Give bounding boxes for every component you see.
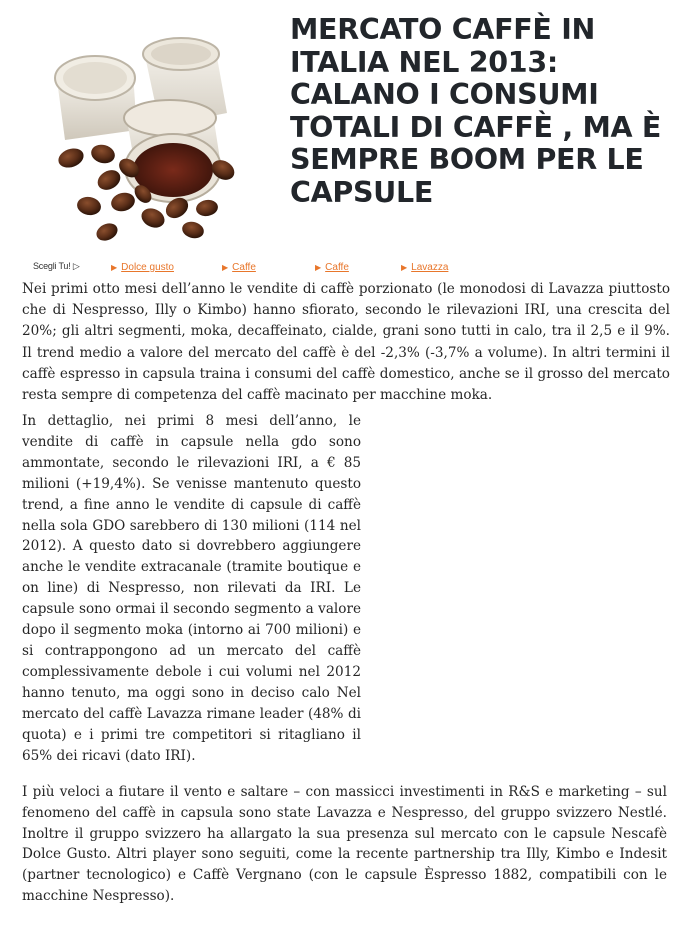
tag-label: Lavazza [411, 262, 449, 273]
tag-link-lavazza[interactable] [401, 262, 448, 273]
tag-label: Caffe [232, 262, 256, 273]
coffee-capsules-photo [45, 18, 280, 248]
article-paragraph-1: Nei primi otto mesi dell’anno le vendite di caffè porzionato (le monodosi di Lavazza piuttosto che di Nespresso, Illy o Kimbo) hanno sfiorato, secondo le rilevazioni IRI, una crescita del 20%; gli altri segmenti, moka, decaffeinato, cialde, grani sono tutti in calo, tra il 2,5 e il 9%. Il trend medio a valore del mercato del caffè è del -2,3% (-3,7% a volume). In altri termini il caffè espresso in capsula traina i consumi del caffè domestico, anche se il grosso del mercato resta sempre di competenza del caffè macinato per macchine moka. [22, 281, 670, 404]
play-triangle-icon: ▶ [315, 263, 322, 272]
tag-label: Dolce gusto [121, 262, 174, 273]
capsule-left [55, 56, 137, 140]
article-paragraph-2: In dettaglio, nei primi 8 mesi dell’anno, le vendite di caffè in capsule nella gdo sono ammontate, secondo le rilevazioni IRI, a € 85 milioni (+19,4%). Se venisse mantenuto questo trend, a fine anno le vendite di capsule di caffè nella sola GDO sarebbero di 130 milioni (114 nel 2012). A questo dato si dovrebbero aggiungere anche le vendite extracanale (tramite boutique e on line) di Nespresso, non rilevati da IRI. Le capsule sono ormai il secondo segmento a valore dopo il segmento moka (intorno ai 700 milioni) e si contrappongono ad un mercato del caffè complessivamente debole i cui volumi nel 2012 hanno tenuto, ma oggi sono in deciso calo Nel mercato del caffè Lavazza rimane leader (48% di quota) e i primi tre competitori si ritagliano il 65% dei ricavi (dato IRI). [22, 413, 361, 764]
tag-bar [33, 259, 683, 277]
play-triangle-icon: ▶ [401, 263, 408, 272]
tag-link-caffe-1[interactable] [222, 262, 256, 273]
tag-label: Caffe [325, 262, 349, 273]
article-headline: MERCATO CAFFÈ IN ITALIA NEL 2013: CALANO I CONSUMI TOTALI DI CAFFÈ , MA È SEMPRE BOOM PER LE CAPSULE [290, 13, 662, 209]
tag-link-caffe-2[interactable] [315, 262, 349, 273]
tag-bar-label: Scegli Tu! ▷ [33, 261, 80, 271]
article-header [0, 0, 700, 250]
play-triangle-icon: ▶ [222, 263, 229, 272]
article-paragraph-3: I più veloci a fiutare il vento e saltare – con massicci investimenti in R&S e marketing – sul fenomeno del caffè in capsula sono state Lavazza e Nespresso, del gruppo svizzero Nestlé. Inoltre il gruppo svizzero ha allargato la sua presenza sul mercato con le capsule Nescafè Dolce Gusto. Altri player sono seguiti, come la recente partnership tra Illy, Kimbo e Indesit (partner tecnologico) e Caffè Vergnano (con le capsule Èspresso 1882, compatibili con le macchine Nespresso). [22, 784, 667, 904]
tag-link-dolce-gusto[interactable] [111, 262, 174, 273]
play-triangle-icon: ▶ [111, 263, 118, 272]
